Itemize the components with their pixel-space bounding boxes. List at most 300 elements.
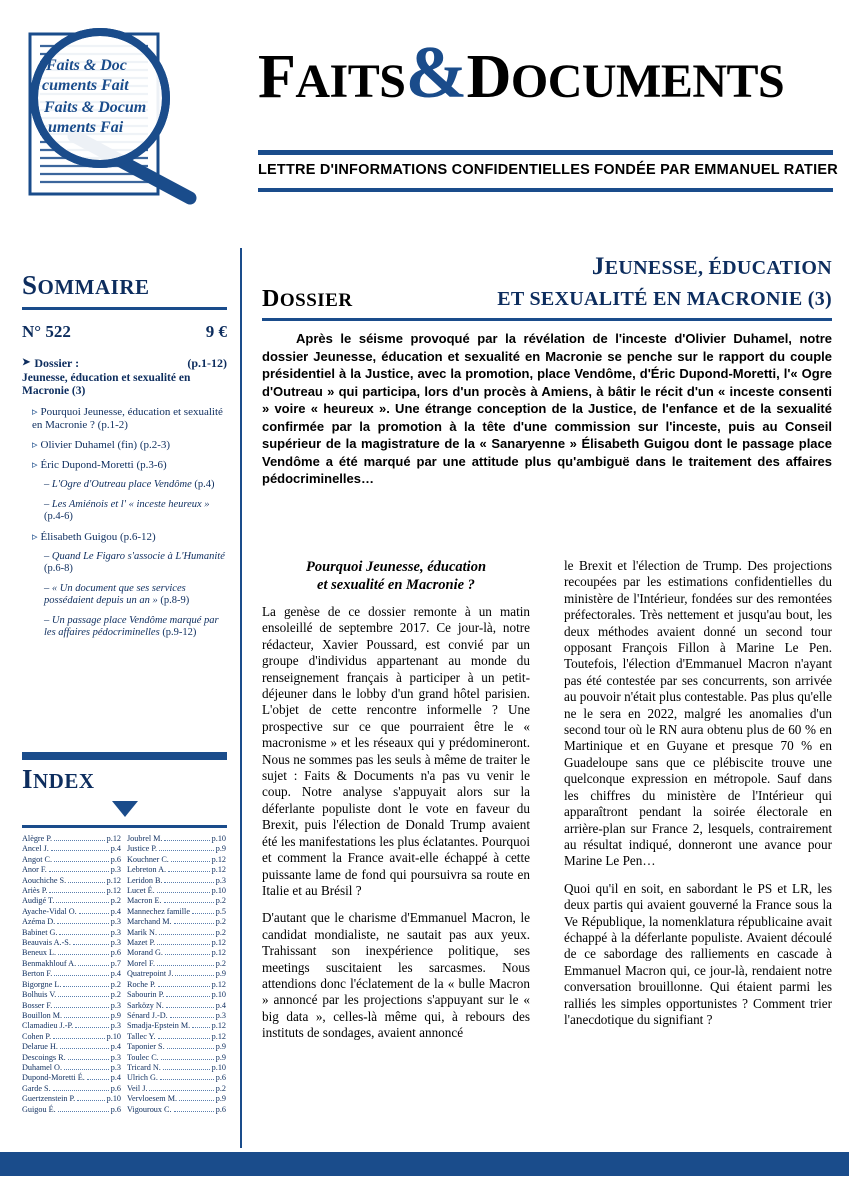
list-item[interactable] (22, 928, 121, 938)
index-name: Audigé T. (22, 896, 55, 906)
index-page: p.6 (215, 1073, 226, 1083)
index-column-1 (22, 834, 121, 1115)
index-page: p.10 (106, 1031, 121, 1041)
list-item[interactable] (32, 406, 227, 432)
index-name: Angot C. (22, 854, 53, 864)
list-item[interactable] (22, 1084, 121, 1094)
dot-leader (168, 865, 210, 872)
dot-leader (79, 907, 109, 914)
article-paragraph: le Brexit et l'élection de Trump. Des projections recoupées par les estimations confidentielles du ministère de l'Intérieur, fondées sur des remontées préfectorales. Très nettement et jusqu'au bout, les deux méthodes avaient donné un second tour opposant François Fillon à Marine Le Pen. Toutefois, l'élection d'Emmanuel Macron n'ayant pas été contestée par ses concurrents, son arrivée au pouvoir n'était plus contestable. Pas plus qu'elle ne le sera en 2022, malgré les anomalies d'un second tour où le RN aura obtenu plus de 60 % en Martinique et en Guyane et presque 70 % en Guadeloupe sans que ce plébiscite trouve une quelconque expression en métropole. Sauf dans les chiffres du ministère de l'Intérieur qui apparaîtront pendant la soirée électorale en arrière-plan sur France 2, lesquels, contrairement au résultat indiqué, donneront une avance pour Marine Le Pen… (564, 558, 832, 869)
index-page: p.9 (215, 844, 226, 854)
toc-item-label: Élisabeth Guigou (40, 530, 118, 543)
index-page: p.3 (110, 917, 121, 927)
toc-item-label: – Quand Le Figaro s'associe à L'Humanité (44, 550, 225, 562)
index-name: Bigorgne L. (22, 979, 62, 989)
dossier-title-line1: EUNESSE, ÉDUCATION (604, 257, 832, 279)
toc-item-pages: (p.1-2) (97, 419, 128, 431)
dot-leader (60, 1042, 109, 1049)
index-name: Toulec C. (127, 1052, 159, 1062)
dot-leader (54, 855, 109, 862)
index-name: Garde S. (22, 1083, 51, 1093)
dot-leader (53, 1084, 109, 1091)
toc-item-pages: (p.6-12) (119, 530, 156, 543)
index-page: p.12 (211, 854, 226, 864)
dot-leader (160, 1073, 214, 1080)
article-column-left (262, 558, 530, 1053)
index-name: Mazet P. (127, 938, 156, 948)
bullet-icon: ▹ (32, 439, 38, 451)
index-name: Beauvais A.-S. (22, 938, 71, 948)
index-name: Lucet É. (127, 886, 155, 896)
index-name: Marchand M. (127, 917, 172, 927)
index-page: p.2 (110, 990, 121, 1000)
index-name: Descoings R. (22, 1052, 66, 1062)
list-item[interactable] (127, 834, 226, 844)
dot-leader (57, 917, 109, 924)
list-item[interactable] (22, 990, 121, 1000)
issue-number: N° 522 (22, 322, 71, 341)
index-name: Duhamel O. (22, 1062, 63, 1072)
index-name: Dupond-Moretti É. (22, 1073, 85, 1083)
list-item[interactable] (44, 479, 227, 492)
dot-leader (165, 948, 210, 955)
dot-leader (158, 980, 210, 987)
dossier-title-initial: J (591, 253, 605, 280)
index-name: Anor F. (22, 865, 47, 875)
dot-leader (64, 1063, 109, 1070)
dot-leader (157, 886, 210, 893)
index-page: p.12 (211, 979, 226, 989)
index-page: p.2 (215, 927, 226, 937)
bullet-icon: ▹ (32, 406, 38, 418)
article-paragraph: D'autant que le charisme d'Emmanuel Macron, le candidat mondialiste, ne sautait pas aux yeux. Trahissant son inexpérience politique, ses meetings suscitaient les sarcasmes. Nous attendions donc l'éclatement de la « bulle Macron » annoncé par les projections s'appuyant sur le « big data », celles-là même qui, à rebours des instituts de sondages, avaient annoncé (262, 910, 530, 1041)
article-column-right (564, 558, 832, 1039)
bullet-icon: ▹ (32, 530, 38, 543)
svg-text:uments Fai: uments Fai (48, 119, 124, 136)
dot-leader (167, 1042, 214, 1049)
dossier-rule (262, 318, 832, 321)
index-name: Vigouroux C. (127, 1104, 172, 1114)
dot-leader (192, 1021, 209, 1028)
list-item[interactable] (22, 1105, 121, 1115)
dot-leader (64, 1011, 109, 1018)
masthead (0, 0, 849, 215)
dot-leader (54, 834, 105, 841)
index-page: p.4 (110, 906, 121, 916)
index-name: Delarue H. (22, 1042, 58, 1052)
dot-leader (159, 928, 214, 935)
list-item[interactable] (22, 876, 121, 886)
dot-leader (56, 896, 108, 903)
magnifier-logo (12, 18, 227, 208)
index-name: Sénard J.-D. (127, 1010, 168, 1020)
index-title (22, 764, 227, 795)
index-page: p.12 (211, 1021, 226, 1031)
title-text (258, 32, 833, 115)
article-subheading-line1: Pourquoi Jeunesse, éducation (305, 559, 487, 575)
sommaire-title-initial: S (22, 270, 38, 300)
toc-lead-pages: (p.1-12) (187, 356, 227, 370)
index-page: p.10 (211, 990, 226, 1000)
index-page: p.12 (106, 886, 121, 896)
list-item[interactable] (22, 1011, 121, 1021)
index-page: p.10 (211, 886, 226, 896)
list-item[interactable] (127, 1042, 226, 1052)
dot-leader (164, 834, 209, 841)
index-page: p.12 (211, 948, 226, 958)
index-page: p.9 (215, 1052, 226, 1062)
dot-leader (171, 855, 210, 862)
bullet-icon: ▹ (32, 459, 38, 471)
dossier-lead-paragraph (262, 330, 832, 488)
dot-leader (157, 938, 209, 945)
index-name: Smadja-Epstein M. (127, 1021, 191, 1031)
title-ocuments: OCUMENTS (510, 55, 785, 108)
index-name: Alègre P. (22, 834, 53, 843)
dot-leader (164, 896, 214, 903)
dossier-label-rest: OSSIER (279, 290, 353, 311)
index-page: p.3 (110, 927, 121, 937)
dot-leader (163, 1063, 210, 1070)
masthead-rule-bottom (258, 188, 833, 192)
dot-leader (49, 886, 104, 893)
dot-leader (158, 1032, 210, 1039)
index-page: p.9 (215, 1042, 226, 1052)
list-item[interactable] (32, 439, 227, 452)
list-item[interactable] (22, 969, 121, 979)
index-page: p.12 (106, 834, 121, 843)
dot-leader (49, 865, 109, 872)
list-item[interactable] (127, 1032, 226, 1042)
article-paragraph: La genèse de ce dossier remonte à un matin ensoleillé de septembre 2017. Ce jour-là, notre rédacteur, Xavier Poussard, est convié par un groupe d'individus appartenant au monde du renseignement français à participer à un petit-déjeuner dans le lobby d'un grand hôtel parisien. L'objet de cette rencontre informelle ? Une prospective sur ce que pourraient être le « macronisme » et les réseaux qui y prédomineront. Nous ne sommes pas les seuls à même de traiter le sujet : Faits & Documents n'a pas vu venir le coup. Notre analyse s'appuyait alors sur la déferlante populiste dont le vote en faveur du Brexit, puis l'élection de Donald Trump avaient été les manifestations les plus éclatantes. Pourquoi et comment la France avait-elle échappé à cette puissante lame de fond qui poursuivra sa route en Italie et au Brésil ? (262, 604, 530, 898)
index-page: p.2 (215, 958, 226, 968)
dot-leader (63, 980, 108, 987)
index-name: Justice P. (127, 844, 158, 854)
index-page: p.12 (211, 1031, 226, 1041)
list-item[interactable] (127, 896, 226, 906)
toc-item-label: – Un passage place Vendôme marqué par les affaires pédocriminelles (44, 614, 219, 638)
list-item[interactable] (127, 1021, 226, 1031)
index-name: Lebreton A. (127, 865, 167, 875)
list-item[interactable] (22, 948, 121, 958)
index-page: p.3 (110, 938, 121, 948)
index-rule (22, 825, 227, 828)
list-item[interactable] (22, 855, 121, 865)
list-item[interactable] (127, 876, 226, 886)
dot-leader (75, 1021, 109, 1028)
list-item[interactable] (127, 938, 226, 948)
list-item[interactable] (22, 907, 121, 917)
list-item[interactable] (22, 1053, 121, 1063)
list-item[interactable] (44, 551, 227, 576)
index-name: Morel F. (127, 958, 155, 968)
index-name: Aouchiche S. (22, 875, 67, 885)
dossier-label-initial: D (262, 286, 280, 312)
list-item[interactable] (32, 531, 227, 544)
dot-leader (174, 1105, 214, 1112)
toc-item-label: Éric Dupond-Moretti (40, 459, 134, 471)
index-page: p.4 (110, 969, 121, 979)
index-page: p.3 (110, 1062, 121, 1072)
index-page: p.3 (110, 1021, 121, 1031)
toc-item-pages: (p.6-8) (44, 563, 73, 574)
dot-leader (164, 876, 213, 883)
list-item[interactable] (127, 844, 226, 854)
dot-leader (157, 959, 214, 966)
index-name: Tallec Y. (127, 1031, 156, 1041)
toc-item-pages: (p.3-6) (136, 459, 167, 471)
index-name: Taponier S. (127, 1042, 165, 1052)
list-item[interactable] (22, 980, 121, 990)
index-column-2 (127, 834, 226, 1115)
list-item[interactable] (44, 499, 227, 524)
masthead-subtitle: LETTRE D'INFORMATIONS CONFIDENTIELLES FONDÉE PAR EMMANUEL RATIER (258, 162, 838, 178)
toc-lead-label: Dossier : (34, 356, 80, 370)
index-page: p.3 (110, 1052, 121, 1062)
list-item[interactable] (127, 1063, 226, 1073)
index-page: p.6 (110, 1104, 121, 1114)
dot-leader (54, 1001, 108, 1008)
index-name: Macron E. (127, 896, 162, 906)
index-name: Cohen P. (22, 1031, 52, 1041)
list-item[interactable] (22, 1094, 121, 1104)
toc-item-label: – « Un document que ses services possédaient depuis un an » (44, 582, 186, 606)
sommaire-title (22, 270, 227, 301)
list-item[interactable] (22, 1032, 121, 1042)
dot-leader (59, 928, 108, 935)
title-ampersand: & (405, 32, 467, 114)
toc-item-label: Olivier Duhamel (fin) (40, 439, 138, 451)
dot-leader (53, 1032, 105, 1039)
list-item[interactable] (127, 928, 226, 938)
svg-text:Faits & Docum: Faits & Docum (44, 99, 147, 116)
index-name: Veil J. (127, 1083, 148, 1093)
index-page: p.3 (110, 1000, 121, 1010)
index-page: p.6 (110, 1083, 121, 1093)
index-name: Vervloesem M. (127, 1094, 178, 1104)
toc-item-pages: (p.4) (194, 479, 215, 490)
list-item[interactable] (127, 1084, 226, 1094)
masthead-rule-top (258, 150, 833, 155)
dot-leader (68, 876, 105, 883)
list-item[interactable] (22, 844, 121, 854)
list-item[interactable] (127, 1011, 226, 1021)
index-name: Berton F. (22, 969, 53, 979)
magnifier-icon (12, 18, 227, 208)
list-item[interactable] (127, 959, 226, 969)
index-name: Sabourin P. (127, 990, 165, 1000)
index-name: Ulrich G. (127, 1073, 158, 1083)
index-name: Bolhuis V. (22, 990, 57, 1000)
index-top-bar (22, 752, 227, 760)
index-columns (22, 834, 227, 1115)
index-name: Ariès P. (22, 886, 48, 896)
list-item[interactable] (127, 855, 226, 865)
dot-leader (166, 990, 209, 997)
toc-item-pages: (p.4-6) (44, 511, 73, 522)
list-item[interactable] (22, 1001, 121, 1011)
index-name: Mannechez famille (127, 906, 190, 916)
index-page: p.9 (110, 1010, 121, 1020)
index-page: p.4 (110, 1042, 121, 1052)
list-item[interactable] (127, 948, 226, 958)
index-name: Benmakhlouf A. (22, 958, 77, 968)
index-name: Azéma D. (22, 917, 56, 927)
index-page: p.2 (110, 896, 121, 906)
dot-leader (166, 1001, 214, 1008)
list-item[interactable] (22, 886, 121, 896)
issue-info (22, 322, 227, 342)
index-panel (22, 752, 227, 1115)
dot-leader (161, 1053, 214, 1060)
list-item[interactable] (127, 1094, 226, 1104)
toc-item-pages: (p.9-12) (162, 627, 197, 638)
index-name: Guertzenstein P. (22, 1094, 76, 1104)
index-page: p.12 (211, 938, 226, 948)
svg-text:Faits & Doc: Faits & Doc (46, 57, 127, 74)
triangle-down-icon (112, 801, 138, 817)
index-name: Clamadieu J.-P. (22, 1021, 74, 1031)
article-subheading (262, 558, 530, 594)
list-item[interactable] (22, 959, 121, 969)
index-page: p.10 (211, 1062, 226, 1072)
list-item[interactable] (22, 834, 121, 844)
index-name: Joubrel M. (127, 834, 163, 843)
dossier-label (262, 286, 353, 313)
title-f: F (258, 43, 296, 111)
index-name: Roche P. (127, 979, 156, 989)
index-page: p.12 (106, 875, 121, 885)
article-subheading-line2: et sexualité en Macronie ? (317, 577, 475, 593)
sommaire-panel (22, 270, 227, 647)
toc-item-pages: (p.2-3) (139, 439, 171, 451)
title-aits: AITS (295, 55, 406, 108)
article-paragraph: Quoi qu'il en soit, en sabordant le PS et LR, les deux partis qui avaient gouverné la France sous la Ve République, la nomenklatura républicaine avait échappé à la déferlante populiste. Avaient découlé de ce sabordage des ralliements en cascade à Emmanuel Macron qui, ce jour-là, rendaient notre conversation brouillonne. Qui étaient parmi les ralliés les simples opportunistes ? Comment trier l'anecdotique du signifiant ? (564, 880, 832, 1027)
index-page: p.6 (215, 1104, 226, 1114)
list-item[interactable] (127, 1001, 226, 1011)
index-page: p.4 (110, 844, 121, 854)
dossier-lead-text: Après le séisme provoqué par la révélation de l'inceste d'Olivier Duhamel, notre dossier Jeunesse, éducation et sexualité en Macronie se penche sur le rapport du couple présidentiel à la Justice, avec la promotion, place Vendôme, d'Éric Dupond-Moretti, l'« Ogre d'Outreau » qui participa, lors d'un procès à Amiens, à bâtir le récit d'un « inceste consenti » voire « heureux ». Une étrange conception de la Justice, de l'enfance et de la sexualité confirmée par la promotion à la tête d'une commission sur l'inceste, puis au Conseil supérieur de la magistrature de la « Sanaryenne » Élisabeth Guigou dont le passage place Vendôme a été marqué par une attitude plus qu'ambiguë dans le traitement des affaires pédocriminelles… (262, 331, 832, 486)
sommaire-rule (22, 307, 227, 310)
index-page: p.4 (215, 1000, 226, 1010)
index-page: p.6 (110, 948, 121, 958)
svg-text:cuments Fait: cuments Fait (42, 77, 129, 94)
dot-leader (51, 844, 109, 851)
index-page: p.3 (215, 875, 226, 885)
index-title-initial: I (22, 764, 34, 794)
index-page: p.2 (215, 917, 226, 927)
index-name: Tricard N. (127, 1062, 161, 1072)
dot-leader (179, 1094, 214, 1101)
list-item[interactable] (22, 1073, 121, 1083)
index-name: Ancel J. (22, 844, 49, 854)
list-item[interactable] (22, 938, 121, 948)
index-name: Kouchner C. (127, 854, 169, 864)
dot-leader (149, 1084, 213, 1091)
dot-leader (68, 1053, 109, 1060)
list-item[interactable] (22, 1021, 121, 1031)
index-page: p.9 (215, 969, 226, 979)
dot-leader (159, 844, 214, 851)
index-page: p.3 (110, 865, 121, 875)
list-item[interactable] (22, 1063, 121, 1073)
table-of-contents (22, 356, 227, 640)
list-item[interactable] (127, 980, 226, 990)
list-item[interactable] (44, 583, 227, 608)
index-name: Bosser F. (22, 1000, 53, 1010)
toc-item-label: Pourquoi Jeunesse, éducation et sexualité en Macronie ? (32, 406, 223, 431)
index-name: Morand G. (127, 948, 163, 958)
index-page: p.2 (215, 896, 226, 906)
index-page: p.12 (211, 865, 226, 875)
index-name: Guigou É. (22, 1104, 56, 1114)
sommaire-title-rest: OMMAIRE (37, 275, 150, 299)
dot-leader (174, 917, 214, 924)
list-item[interactable] (22, 865, 121, 875)
dot-leader (192, 907, 214, 914)
toc-lead-row[interactable] (22, 356, 227, 370)
footer-bar (0, 1152, 849, 1176)
list-item[interactable] (127, 1053, 226, 1063)
list-item[interactable] (127, 907, 226, 917)
index-name: Marik N. (127, 927, 158, 937)
list-item[interactable] (127, 990, 226, 1000)
index-page: p.2 (215, 1083, 226, 1093)
dot-leader (58, 990, 108, 997)
publication-title (258, 32, 833, 115)
column-divider (240, 248, 242, 1148)
list-item[interactable] (127, 865, 226, 875)
dot-leader (73, 938, 109, 945)
index-name: Sarközy N. (127, 1000, 164, 1010)
issue-price: 9 € (205, 322, 227, 341)
list-item[interactable] (127, 886, 226, 896)
toc-item-label: – Les Amiénois et l' « inceste heureux » (44, 498, 210, 510)
list-item[interactable] (127, 1105, 226, 1115)
index-name: Ayache-Vidal O. (22, 906, 77, 916)
dot-leader (54, 969, 108, 976)
index-page: p.10 (106, 1094, 121, 1104)
list-item[interactable] (127, 969, 226, 979)
index-page: p.3 (215, 1010, 226, 1020)
arrow-icon: ➤ (22, 357, 31, 368)
list-item[interactable] (22, 896, 121, 906)
dot-leader (58, 1105, 109, 1112)
index-name: Babinet G. (22, 927, 58, 937)
dossier-title-line2: ET SEXUALITÉ EN MACRONIE (3) (497, 288, 832, 310)
index-name: Leridon B. (127, 875, 163, 885)
list-item[interactable] (127, 1073, 226, 1083)
list-item[interactable] (22, 1042, 121, 1052)
dot-leader (170, 1011, 214, 1018)
index-page: p.6 (110, 854, 121, 864)
list-item[interactable] (22, 917, 121, 927)
toc-item-label: – L'Ogre d'Outreau place Vendôme (44, 479, 192, 490)
list-item[interactable] (32, 459, 227, 472)
toc-item-pages: (p.8-9) (160, 595, 190, 606)
index-name: Quatrepoint J. (127, 969, 174, 979)
toc-lead-title: Jeunesse, éducation et sexualité en Macronie (3) (22, 372, 191, 397)
dot-leader (87, 1073, 109, 1080)
index-name: Beneux L. (22, 948, 57, 958)
index-page: p.2 (110, 979, 121, 989)
index-title-rest: NDEX (33, 769, 95, 793)
list-item[interactable] (44, 615, 227, 640)
index-page: p.4 (110, 1073, 121, 1083)
index-page: p.5 (215, 906, 226, 916)
list-item[interactable] (127, 917, 226, 927)
dot-leader (175, 969, 213, 976)
